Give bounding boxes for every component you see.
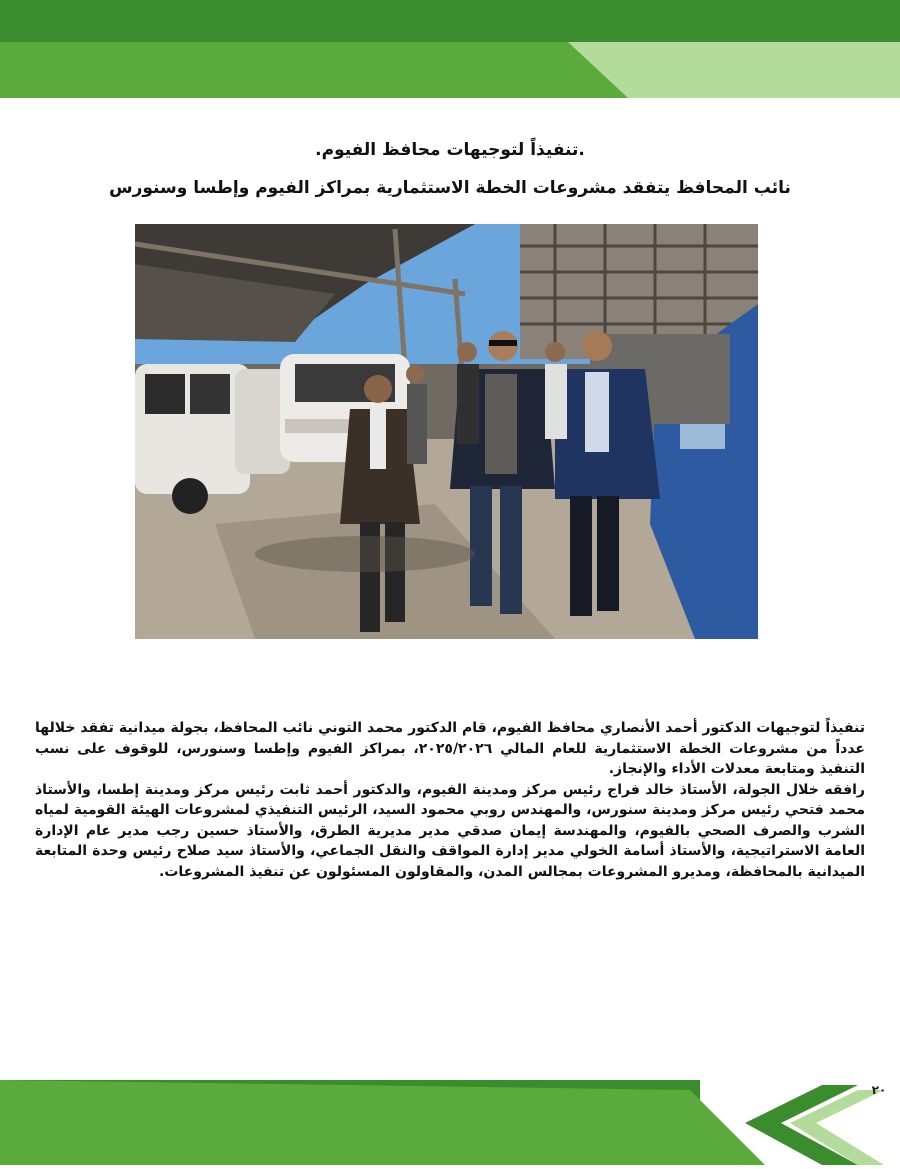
header-band [0, 0, 900, 100]
page-subtitle: نائب المحافظ يتفقد مشروعات الخطة الاستثمارية بمراكز الفيوم وإطسا وسنورس [109, 178, 791, 198]
article-paragraph: رافقه خلال الجولة، الأستاذ خالد فراج رئيس مركز ومدينة الفيوم، والدكتور أحمد ثابت رئيس مركز ومدينة إطسا، والأستاذ محمد فتحي رئيس مركز ومدينة سنورس، والمهندس روبي محمود السيد، الرئيس التنفيذي لمشروعات الهيئة القومية لمياه الشرب والصرف الصحي بالفيوم، والمهندسة إيمان صدقي مدير مديرية الطرق، والأستاذ حسين رجب مدير عام الإدارة العامة الاستراتيجية، والأستاذ أسامة الخولي مدير إدارة المواقف والنقل الجماعي، والأستاذ سيد صلاح رئيس وحدة المتابعة الميدانية بالمحافظة، ومديرو المشروعات بمجالس المدن، والمقاولون المسئولون عن تنفيذ المشروعات. [35, 781, 865, 880]
page-number: ٢٠ [871, 1083, 887, 1097]
header-top-stripe [0, 0, 900, 42]
news-photo-illustration [135, 224, 758, 639]
article-paragraph: تنفيذاً لتوجيهات الدكتور أحمد الأنصاري محافظ الفيوم، قام الدكتور محمد التوني نائب المحافظ، بجولة ميدانية تفقد خلالها عدداً من مشروعات الخطة الاستثمارية للعام المالي ٢٠٢٥/٢٠٢٦، بمراكز الفيوم وإطسا وسنورس، للوقوف على نسب التنفيذ ومتابعة معدلات الأداء والإنجاز. [35, 720, 865, 777]
footer-mid-block [0, 1080, 765, 1165]
page-title: .تنفيذاً لتوجيهات محافظ الفيوم. [315, 140, 585, 160]
article-body [35, 718, 865, 882]
news-photo [135, 224, 758, 639]
footer-band-graphic [0, 1080, 900, 1165]
footer-band [0, 1080, 900, 1165]
header-band-graphic [0, 0, 900, 100]
